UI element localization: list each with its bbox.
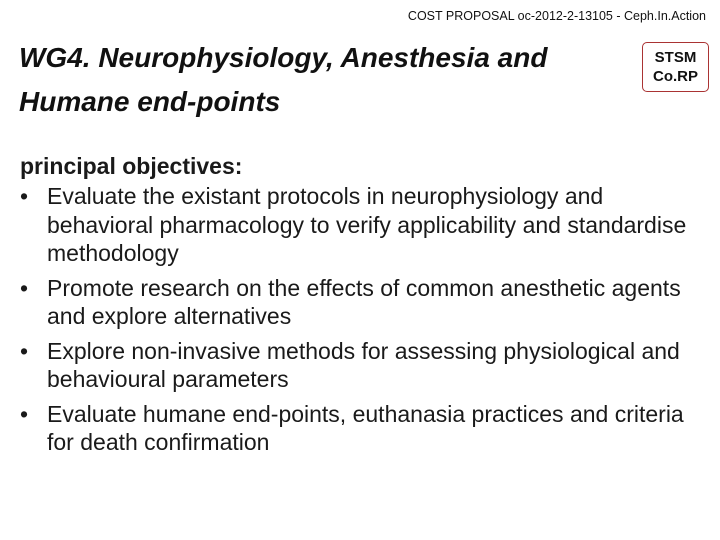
badge-line-1: STSM: [654, 49, 697, 66]
badge-line-2: Co.RP: [653, 68, 698, 85]
slide-title-line-1: WG4. Neurophysiology, Anesthesia and: [19, 42, 548, 73]
objective-item: [20, 274, 700, 331]
objective-text: Evaluate humane end-points, euthanasia practices and criteria for death confirmation: [47, 400, 684, 455]
objectives-heading: principal objectives:: [20, 153, 243, 179]
bullet-icon: •: [20, 183, 29, 209]
objective-text: Explore non-invasive methods for assessing physiological and behavioural parameters: [47, 337, 680, 392]
bullet-icon: •: [20, 400, 29, 427]
objective-item: [20, 182, 700, 268]
objective-text: Evaluate the existant protocols in neurophysiology and behavioral pharmacology to verify applicability and standardise methodology: [47, 183, 687, 266]
objective-item: [20, 337, 700, 394]
slide-title: [19, 36, 629, 124]
proposal-header: COST PROPOSAL oc-2012-2-13105 - Ceph.In.Action: [407, 9, 706, 23]
bullet-icon: •: [20, 337, 29, 364]
objective-item: [20, 400, 700, 457]
objectives-list: [20, 182, 700, 457]
objective-text: Promote research on the effects of common anesthetic agents and explore alternatives: [47, 274, 681, 329]
stsm-corp-badge: [642, 42, 709, 92]
bullet-icon: •: [20, 274, 29, 301]
objectives-section: [20, 150, 700, 463]
slide-title-line-2: Humane end-points: [19, 86, 281, 117]
